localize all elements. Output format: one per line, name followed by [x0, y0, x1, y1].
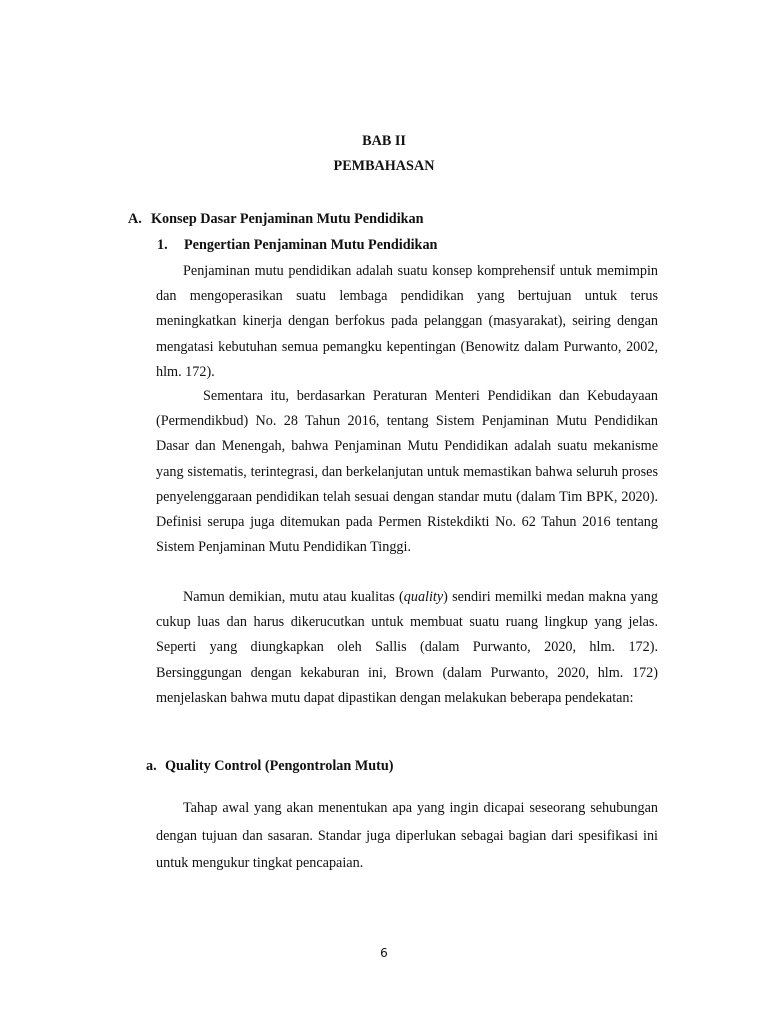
paragraph-3-text-start: Namun demikian, mutu atau kualitas ( — [183, 589, 404, 605]
subpoint-title: Quality Control (Pengontrolan Mutu) — [165, 758, 394, 774]
subsection-title: Pengertian Penjaminan Mutu Pendidikan — [184, 237, 438, 253]
page-number: 6 — [380, 946, 388, 960]
body-paragraph-1: Penjaminan mutu pendidikan adalah suatu konsep komprehensif untuk memimpin dan mengoperasikan suatu lembaga pendidikan yang bertujuan untuk terus meningkatkan kinerja dengan berfokus pada pelanggan (masyarakat), seiring dengan mengatasi kebutuhan semua pemangku kepentingan (Benowitz dalam Purwanto, 2002, hlm. 172). — [156, 263, 658, 380]
section-title: Konsep Dasar Penjaminan Mutu Pendidikan — [151, 211, 424, 227]
subpoint-heading — [146, 758, 393, 775]
paragraph-3-text-end: ) sendiri memilki medan makna yang cukup luas dan harus dikerucutkan untuk membuat suatu ruang lingkup yang jelas. Seperti yang diungkapkan oleh Sallis (dalam Purwanto, 2020, hlm. 172). Bersinggungan dengan kekaburan ini, Brown (dalam Purwanto, 2020, hlm. 172) menjelaskan bahwa mutu dapat dipastikan dengan melakukan beberapa pendekatan: — [156, 589, 658, 706]
body-paragraph-3 — [156, 585, 658, 711]
subpoint-marker: a. — [146, 758, 157, 774]
chapter-number: BAB II — [362, 133, 406, 149]
subsection-marker: 1. — [157, 237, 168, 253]
body-paragraph-4: Tahap awal yang akan menentukan apa yang ingin dicapai seseorang sehubungan dengan tujuan dan sasaran. Standar juga diperlukan sebagai bagian dari spesifikasi ini untuk mengukur tingkat pencapaian. — [156, 800, 658, 871]
section-heading — [128, 211, 424, 228]
italic-term-quality: quality — [403, 589, 444, 605]
body-paragraph-2: Sementara itu, berdasarkan Peraturan Menteri Pendidikan dan Kebudayaan (Permendikbud) No. 28 Tahun 2016, tentang Sistem Penjaminan Mutu Pendidikan Dasar dan Menengah, bahwa Penjaminan Mutu Pendidikan adalah suatu mekanisme yang sistematis, terintegrasi, dan berkelanjutan untuk memastikan bahwa seluruh proses penyelenggaraan pendidikan telah sesuai dengan standar mutu (dalam Tim BPK, 2020). Definisi serupa juga ditemukan pada Permen Ristekdikti No. 62 Tahun 2016 tentang Sistem Penjaminan Mutu Pendidikan Tinggi. — [156, 388, 658, 556]
section-marker: A. — [128, 211, 142, 227]
chapter-title: PEMBAHASAN — [333, 158, 435, 174]
subsection-heading — [157, 237, 437, 254]
